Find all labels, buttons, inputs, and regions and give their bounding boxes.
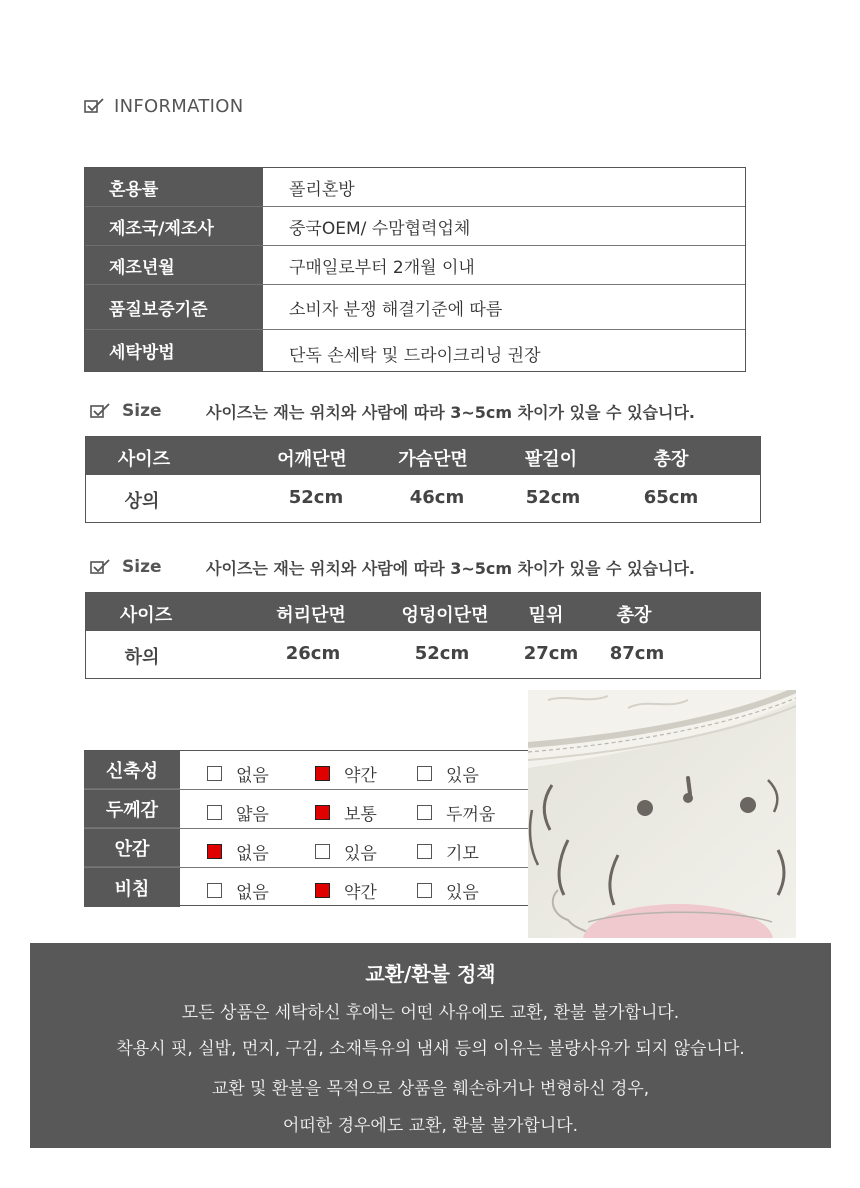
row-cell: 65cm — [643, 487, 699, 508]
checkbox-check-icon — [90, 559, 110, 575]
info-key: 혼용률 — [85, 168, 263, 207]
feature-row — [84, 751, 528, 790]
checkbox-icon — [207, 766, 222, 781]
row-cell: 52cm — [414, 643, 470, 664]
policy-line: 어떠한 경우에도 교환, 환불 불가합니다. — [282, 1116, 579, 1136]
feature-option — [315, 839, 377, 864]
policy-line: 모든 상품은 세탁하신 후에는 어떤 사유에도 교환, 환불 불가합니다. — [181, 1003, 680, 1023]
info-row — [85, 168, 745, 207]
option-label: 있음 — [446, 883, 479, 903]
checkbox-icon — [417, 883, 432, 898]
info-row — [85, 285, 745, 330]
checkbox-check-icon — [90, 403, 110, 419]
checkbox-checked-icon — [315, 883, 330, 898]
info-value: 단독 손세탁 및 드라이크리닝 권장 — [289, 346, 541, 366]
checkbox-icon — [417, 844, 432, 859]
header-cell: 팔길이 — [524, 449, 578, 470]
size-label: Size — [122, 401, 162, 421]
feature-row — [84, 790, 528, 829]
exchange-refund-policy — [30, 943, 831, 1148]
size-table-top — [85, 436, 761, 523]
checkbox-icon — [417, 805, 432, 820]
feature-option — [207, 761, 269, 786]
header-cell: 사이즈 — [117, 449, 171, 470]
checkbox-icon — [417, 766, 432, 781]
info-key: 제조년월 — [85, 246, 263, 285]
checkbox-checked-icon — [207, 844, 222, 859]
info-row — [85, 330, 745, 371]
option-label: 두꺼움 — [446, 805, 496, 825]
option-label: 보통 — [344, 805, 377, 825]
size-label: Size — [122, 557, 162, 577]
size-heading-bottom — [90, 555, 790, 579]
header-cell: 엉덩이단면 — [401, 605, 489, 626]
header-cell: 가슴단면 — [398, 449, 468, 470]
option-label: 약간 — [344, 883, 377, 903]
row-cell: 26cm — [285, 643, 341, 664]
feature-option — [417, 839, 479, 864]
feature-option — [207, 839, 269, 864]
option-label: 없음 — [236, 844, 269, 864]
info-value: 폴리혼방 — [263, 168, 745, 207]
option-label: 있음 — [344, 844, 377, 864]
feature-option — [315, 761, 377, 786]
option-label: 기모 — [446, 844, 479, 864]
feature-option — [417, 800, 495, 825]
size-table-bottom — [85, 592, 761, 679]
size-note: 사이즈는 재는 위치와 사람에 따라 3~5cm 차이가 있을 수 있습니다. — [206, 558, 695, 578]
info-key: 제조국/제조사 — [85, 207, 263, 246]
feature-option — [207, 800, 269, 825]
row-cell: 52cm — [525, 487, 581, 508]
feature-option — [315, 800, 377, 825]
fabric-feature-table — [84, 750, 528, 906]
feature-row — [84, 829, 528, 868]
row-cell: 46cm — [409, 487, 465, 508]
feature-key: 안감 — [84, 829, 180, 867]
feature-row — [84, 868, 528, 907]
checkbox-icon — [207, 883, 222, 898]
info-value: 소비자 분쟁 해결기준에 따름 — [263, 285, 745, 330]
checkbox-checked-icon — [315, 805, 330, 820]
row-cell: 87cm — [609, 643, 665, 664]
option-label: 없음 — [236, 883, 269, 903]
info-value: 중국OEM/ 수맘협력업체 — [263, 207, 745, 246]
fabric-closeup-photo — [528, 690, 796, 938]
header-cell: 허리단면 — [276, 605, 346, 626]
information-heading — [84, 94, 244, 118]
header-cell: 총장 — [616, 605, 652, 626]
feature-key: 신축성 — [84, 751, 180, 789]
checkbox-checked-icon — [315, 766, 330, 781]
header-cell: 사이즈 — [119, 605, 173, 626]
feature-option — [207, 878, 269, 903]
size-table-header — [86, 437, 760, 475]
information-title: INFORMATION — [114, 95, 244, 117]
row-cell: 하의 — [124, 647, 160, 668]
info-row — [85, 207, 745, 246]
size-table-header — [86, 593, 760, 631]
checkbox-icon — [315, 844, 330, 859]
row-cell: 27cm — [523, 643, 579, 664]
checkbox-check-icon — [84, 98, 104, 114]
size-note: 사이즈는 재는 위치와 사람에 따라 3~5cm 차이가 있을 수 있습니다. — [206, 402, 695, 422]
feature-option — [417, 761, 479, 786]
size-heading-top — [90, 399, 790, 423]
table-row — [86, 631, 760, 678]
info-key: 품질보증기준 — [85, 285, 263, 330]
policy-title: 교환/환불 정책 — [365, 962, 496, 986]
policy-line: 착용시 핏, 실밥, 먼지, 구김, 소재특유의 냄새 등의 이유는 불량사유가 되지 않습니다. — [116, 1039, 745, 1059]
option-label: 없음 — [236, 766, 269, 786]
info-value: 구매일로부터 2개월 이내 — [263, 246, 745, 285]
table-row — [86, 475, 760, 522]
row-cell: 상의 — [124, 491, 160, 512]
policy-line: 교환 및 환불을 목적으로 상품을 훼손하거나 변형하신 경우, — [211, 1079, 650, 1099]
header-cell: 총장 — [653, 449, 689, 470]
feature-option — [417, 878, 479, 903]
option-label: 있음 — [446, 766, 479, 786]
header-cell: 밑위 — [528, 605, 564, 626]
row-cell: 52cm — [288, 487, 344, 508]
fabric-pattern-image — [528, 690, 796, 938]
option-label: 약간 — [344, 766, 377, 786]
information-table — [84, 167, 746, 372]
checkbox-icon — [207, 805, 222, 820]
feature-key: 비침 — [84, 868, 180, 907]
info-row — [85, 246, 745, 285]
feature-option — [315, 878, 377, 903]
option-label: 얇음 — [236, 805, 269, 825]
feature-key: 두께감 — [84, 790, 180, 828]
header-cell: 어깨단면 — [277, 449, 347, 470]
info-key: 세탁방법 — [85, 330, 263, 371]
